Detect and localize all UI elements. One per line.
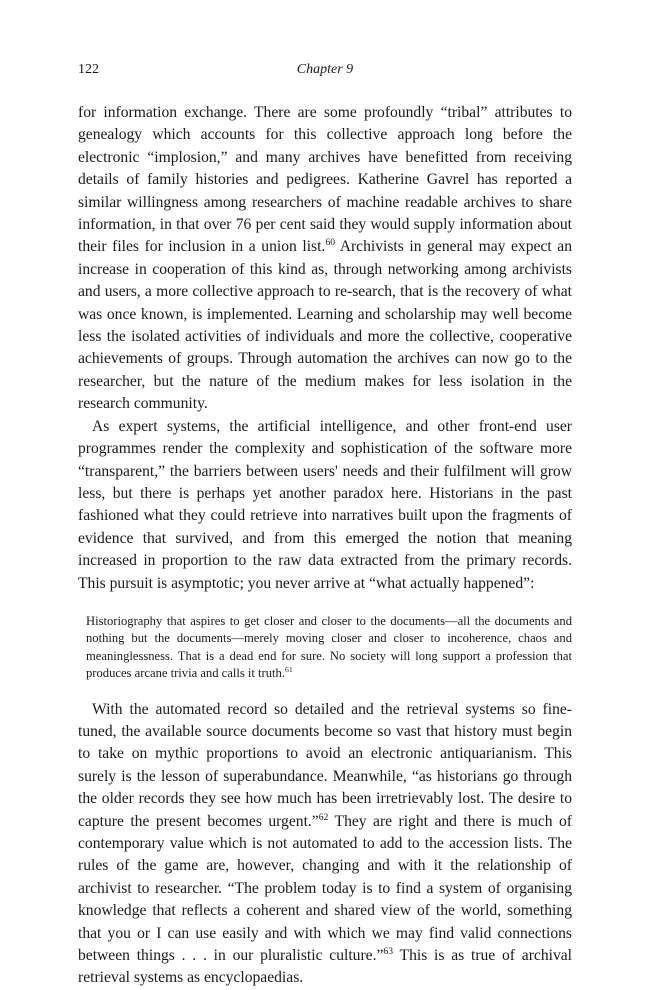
paragraph-1-rest: Archivists in general may expect an increase in cooperation of this kind as, through networking among archivists and users, a more collective approach to re-search, that is the recovery of what was once known, is implemented. Learning and scholarship may well become less the isolated activities of individuals and more the collective, cooperative achievements of groups. Through automation the archives can now go to the researcher, but the nature of the medium makes for less isolation in the research community. bbox=[78, 238, 572, 413]
paragraph-3 bbox=[78, 699, 572, 990]
paragraph-2 bbox=[78, 416, 572, 595]
page-number: 122 bbox=[78, 62, 99, 77]
footnote-ref-61: 61 bbox=[284, 664, 293, 674]
book-page bbox=[78, 62, 572, 990]
paragraph-1-text: for information exchange. There are some profoundly “tribal” attributes to genealogy which accounts for this collective approach long before the electronic “implosion,” and many archives have benefitted from receiving details of family histories and pedigrees. Katherine Gavrel has reported a similar willingness among researchers of machine readable archives to share information, in that over 76 per cent said they would supply information about their files for inclusion in a union list. bbox=[78, 104, 572, 256]
body-text bbox=[78, 102, 572, 990]
paragraph-2-text: As expert systems, the artificial intelligence, and other front-end user programmes render the complexity and sophistication of the software more “transparent,” the barriers between users' needs and their fulfilment will grow less, but there is perhaps yet another paradox here. Historians in the past fashioned what they could retrieve into narratives built upon the fragments of evidence that survived, and from this emerged the notion that meaning increased in proportion to the raw data extracted from the primary records. This pursuit is asymptotic; you never arrive at “what actually happened”: bbox=[78, 417, 572, 592]
footnote-ref-60: 60 bbox=[325, 237, 336, 249]
footnote-ref-62: 62 bbox=[318, 811, 329, 823]
paragraph-3-part-3: This is as true of archival retrieval systems as encyclopaedias. bbox=[78, 947, 572, 987]
block-quote-text: Historiography that aspires to get closer and closer to the documents—all the documents and nothing but the documents—merely moving closer and closer to incoherence, chaos and meaninglessness. That is a dead end for sure. No society will long support a profession that produces arcane trivia and calls it truth. bbox=[86, 613, 572, 681]
running-head bbox=[78, 62, 572, 84]
paragraph-3-part-2: They are right and there is much of contemporary value which is not automated to add to the accession lists. The rules of the game are, however, changing and with it the relationship of archivist to researcher. “The problem today is to find a system of organising knowledge that reflects a coherent and shared view of the world, something that you or I can use easily and with which we may find valid connections between things . . . in our pluralistic culture.” bbox=[78, 812, 572, 965]
paragraph-3-part-1: With the automated record so detailed and the retrieval systems so fine-tuned, the available source documents become so vast that history must begin to take on mythic proportions to avoid an electronic antiquarianism. This surely is the lesson of superabundance. Meanwhile, “as historians go through the older records they see how much has been irretrievably lost. The desire to capture the present becomes urgent.” bbox=[78, 700, 572, 830]
chapter-title: Chapter 9 bbox=[296, 62, 354, 77]
paragraph-1 bbox=[78, 102, 572, 416]
footnote-ref-63: 63 bbox=[383, 945, 394, 957]
block-quote bbox=[86, 613, 572, 683]
